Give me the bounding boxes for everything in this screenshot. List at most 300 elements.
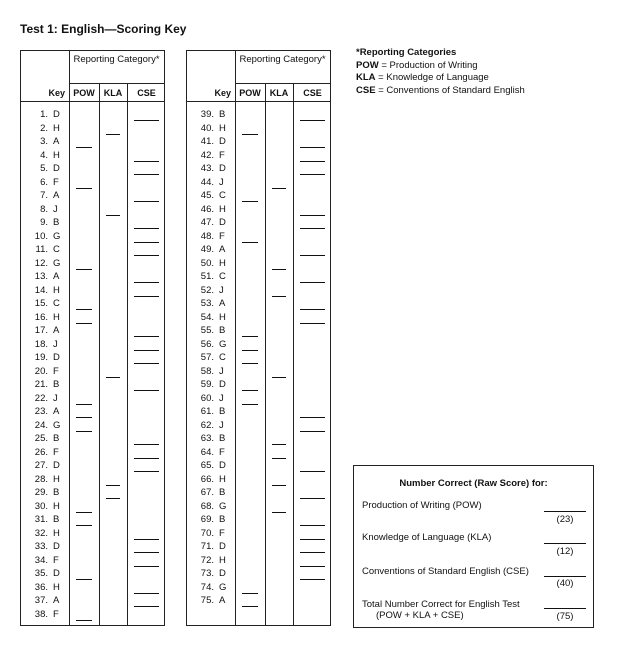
score-label-kla: Knowledge of Language (KLA) <box>362 532 492 543</box>
table-rule <box>187 101 330 102</box>
question-number: 23. <box>34 406 48 417</box>
answer-key: A <box>219 298 226 309</box>
answer-key: G <box>53 230 61 242</box>
answer-blank-cse[interactable] <box>300 525 325 526</box>
answer-blank-cse[interactable] <box>134 296 159 297</box>
answer-key: D <box>53 460 60 471</box>
header-pow: POW <box>239 88 261 98</box>
question-number: 51. <box>200 271 214 282</box>
answer-key: F <box>219 230 225 242</box>
answer-blank-cse[interactable] <box>134 444 159 445</box>
answer-blank-cse[interactable] <box>300 215 325 216</box>
answer-key: H <box>53 284 60 296</box>
answer-blank-kla[interactable] <box>272 269 286 270</box>
answer-blank-pow[interactable] <box>242 606 258 607</box>
table-row <box>187 568 330 582</box>
answer-key: H <box>53 500 60 512</box>
reporting-category-label: Reporting Category* <box>73 54 160 65</box>
answer-key: B <box>219 487 226 498</box>
answer-key: D <box>219 541 226 552</box>
answer-key: C <box>219 352 226 363</box>
question-number: 41. <box>200 136 214 147</box>
question-number: 27. <box>34 460 48 471</box>
answer-key: B <box>219 514 226 525</box>
question-number: 70. <box>200 527 214 539</box>
answer-blank-pow[interactable] <box>76 269 92 270</box>
table-row <box>187 177 330 191</box>
table-row <box>21 514 164 528</box>
table-row <box>21 447 164 461</box>
question-number: 1. <box>40 109 48 120</box>
answer-blank-kla[interactable] <box>106 377 120 378</box>
answer-blank-pow[interactable] <box>76 579 92 580</box>
answer-blank-pow[interactable] <box>242 134 258 135</box>
answer-key: G <box>219 338 227 350</box>
answer-blank-pow[interactable] <box>242 201 258 202</box>
categories-legend <box>356 47 525 97</box>
table-row <box>21 177 164 191</box>
table-row <box>187 312 330 326</box>
question-number: 17. <box>34 325 48 336</box>
answer-blank-pow[interactable] <box>242 593 258 594</box>
question-number: 69. <box>200 514 214 525</box>
table-row <box>21 244 164 258</box>
category-abbr: POW <box>356 59 379 71</box>
question-number: 66. <box>200 473 214 485</box>
score-blank-total[interactable] <box>544 608 586 609</box>
raw-score-title: Number Correct (Raw Score) for: <box>399 478 548 489</box>
header-key: Key <box>214 88 231 98</box>
table-row <box>187 352 330 366</box>
answer-blank-cse[interactable] <box>134 390 159 391</box>
answer-key: B <box>219 325 226 336</box>
table-row <box>21 609 164 623</box>
answer-blank-cse[interactable] <box>134 593 159 594</box>
table-row <box>187 433 330 447</box>
answer-key: G <box>219 581 227 593</box>
question-number: 38. <box>34 608 48 620</box>
table-row <box>187 487 330 501</box>
table-row <box>21 190 164 204</box>
answer-blank-cse[interactable] <box>134 255 159 256</box>
question-number: 14. <box>34 284 48 296</box>
table-rule <box>21 101 164 102</box>
answer-blank-kla[interactable] <box>272 512 286 513</box>
answer-blank-cse[interactable] <box>300 161 325 162</box>
question-number: 73. <box>200 568 214 579</box>
answer-blank-cse[interactable] <box>134 161 159 162</box>
answer-key: G <box>53 419 61 431</box>
category-desc: = Conventions of Standard English <box>378 84 525 96</box>
table-row <box>187 285 330 299</box>
answer-blank-pow[interactable] <box>76 404 92 405</box>
answer-blank-cse[interactable] <box>300 255 325 256</box>
table-row <box>21 217 164 231</box>
question-number: 19. <box>34 352 48 363</box>
table-row <box>187 460 330 474</box>
question-number: 32. <box>34 527 48 539</box>
answer-key: A <box>219 244 226 255</box>
answer-blank-pow[interactable] <box>76 309 92 310</box>
question-number: 48. <box>200 230 214 242</box>
header-pow: POW <box>73 88 95 98</box>
answer-key: H <box>53 527 60 539</box>
answer-key: C <box>219 190 226 201</box>
question-number: 3. <box>40 136 48 147</box>
table-row <box>21 312 164 326</box>
header-kla: KLA <box>269 88 289 98</box>
table-row <box>187 379 330 393</box>
category-pow <box>356 60 525 73</box>
table-row <box>187 123 330 137</box>
table-row <box>21 136 164 150</box>
answer-blank-pow[interactable] <box>242 336 258 337</box>
answer-key: J <box>219 419 224 431</box>
answer-key: F <box>53 608 59 620</box>
answer-key: B <box>219 109 226 120</box>
answer-blank-cse[interactable] <box>300 498 325 499</box>
answer-key: D <box>219 379 226 390</box>
answer-key: A <box>53 190 60 201</box>
table-row <box>21 487 164 501</box>
answer-key: F <box>219 527 225 539</box>
question-number: 49. <box>200 244 214 255</box>
answer-key: D <box>53 568 60 579</box>
answer-blank-cse[interactable] <box>134 282 159 283</box>
answer-blank-kla[interactable] <box>106 485 120 486</box>
score-blank-kla[interactable] <box>544 543 586 544</box>
question-number: 37. <box>34 595 48 606</box>
answer-blank-cse[interactable] <box>300 323 325 324</box>
answer-key: A <box>53 406 60 417</box>
question-number: 18. <box>34 338 48 350</box>
question-number: 15. <box>34 298 48 309</box>
answer-blank-cse[interactable] <box>134 539 159 540</box>
question-number: 16. <box>34 311 48 323</box>
table-row <box>187 271 330 285</box>
header-kla: KLA <box>103 88 123 98</box>
table-row <box>21 285 164 299</box>
category-cse <box>356 85 525 98</box>
table-row <box>187 298 330 312</box>
question-number: 6. <box>40 176 48 188</box>
table-row <box>187 258 330 272</box>
table-row <box>21 325 164 339</box>
question-number: 65. <box>200 460 214 471</box>
table-row <box>21 123 164 137</box>
answer-key: H <box>219 203 226 215</box>
question-number: 72. <box>200 554 214 566</box>
answer-key: F <box>219 446 225 458</box>
answer-key: C <box>219 271 226 282</box>
answer-blank-kla[interactable] <box>272 444 286 445</box>
table-row <box>187 325 330 339</box>
table-row <box>21 501 164 515</box>
question-number: 47. <box>200 217 214 228</box>
answer-key: F <box>53 365 59 377</box>
question-number: 31. <box>34 514 48 525</box>
table-rule <box>235 83 330 84</box>
answer-blank-pow[interactable] <box>76 147 92 148</box>
answer-key: F <box>53 176 59 188</box>
category-desc: = Knowledge of Language <box>378 72 489 83</box>
answer-blank-pow[interactable] <box>242 390 258 391</box>
question-number: 20. <box>34 365 48 377</box>
answer-key: H <box>219 473 226 485</box>
answer-key: D <box>53 109 60 120</box>
answer-blank-pow[interactable] <box>242 350 258 351</box>
answer-blank-cse[interactable] <box>134 363 159 364</box>
question-number: 26. <box>34 446 48 458</box>
question-number: 60. <box>200 392 214 404</box>
answer-blank-cse[interactable] <box>134 350 159 351</box>
answer-key: B <box>53 379 60 390</box>
table-row <box>21 555 164 569</box>
table-row <box>187 420 330 434</box>
question-number: 58. <box>200 365 214 377</box>
question-number: 52. <box>200 284 214 296</box>
answer-blank-pow[interactable] <box>76 417 92 418</box>
answer-blank-cse[interactable] <box>300 147 325 148</box>
table-row <box>21 541 164 555</box>
table-row <box>187 541 330 555</box>
table-row <box>187 163 330 177</box>
question-number: 43. <box>200 163 214 174</box>
question-number: 12. <box>34 257 48 269</box>
table-row <box>21 258 164 272</box>
answer-blank-kla[interactable] <box>272 296 286 297</box>
header-cse: CSE <box>303 88 322 98</box>
answer-key: D <box>219 568 226 579</box>
answer-key: B <box>219 433 226 444</box>
table-row <box>21 366 164 380</box>
answer-blank-cse[interactable] <box>300 579 325 580</box>
table-row <box>21 393 164 407</box>
table-row <box>21 595 164 609</box>
answer-blank-cse[interactable] <box>300 471 325 472</box>
answer-blank-cse[interactable] <box>134 228 159 229</box>
category-abbr: KLA <box>356 72 376 83</box>
answer-key: A <box>219 595 226 606</box>
answer-key: B <box>53 433 60 444</box>
question-number: 9. <box>40 217 48 228</box>
answer-blank-pow[interactable] <box>76 525 92 526</box>
categories-heading: *Reporting Categories <box>356 47 457 58</box>
answer-key: B <box>53 217 60 228</box>
question-number: 36. <box>34 581 48 593</box>
question-number: 11. <box>35 244 48 255</box>
category-desc: = Production of Writing <box>381 59 478 71</box>
question-number: 2. <box>40 122 48 134</box>
answer-key: C <box>53 298 60 309</box>
answer-key: J <box>53 392 58 404</box>
question-number: 62. <box>200 419 214 431</box>
answer-key: G <box>219 500 227 512</box>
table-row <box>187 217 330 231</box>
table-row <box>21 582 164 596</box>
answer-blank-kla[interactable] <box>106 498 120 499</box>
question-number: 53. <box>200 298 214 309</box>
question-number: 75. <box>200 595 214 606</box>
score-label-cse: Conventions of Standard English (CSE) <box>362 566 529 577</box>
answer-blank-cse[interactable] <box>300 431 325 432</box>
answer-blank-cse[interactable] <box>134 471 159 472</box>
answer-blank-pow[interactable] <box>242 404 258 405</box>
answer-blank-cse[interactable] <box>300 417 325 418</box>
table-row <box>21 568 164 582</box>
answer-blank-kla[interactable] <box>272 188 286 189</box>
question-number: 59. <box>200 379 214 390</box>
answer-key: H <box>219 122 226 134</box>
table-row <box>187 150 330 164</box>
table-row <box>187 447 330 461</box>
answer-blank-kla[interactable] <box>106 134 120 135</box>
question-number: 30. <box>34 500 48 512</box>
answer-key: J <box>219 392 224 404</box>
answer-blank-cse[interactable] <box>134 242 159 243</box>
table-row <box>21 163 164 177</box>
question-number: 61. <box>200 406 214 417</box>
answer-blank-pow[interactable] <box>242 242 258 243</box>
answer-blank-pow[interactable] <box>76 188 92 189</box>
answer-blank-pow[interactable] <box>76 431 92 432</box>
answer-key: H <box>53 473 60 485</box>
answer-key: A <box>53 595 60 606</box>
table-row <box>187 406 330 420</box>
score-total-pow: (23) <box>556 514 574 525</box>
answer-blank-cse[interactable] <box>300 566 325 567</box>
question-number: 35. <box>34 568 48 579</box>
question-number: 7. <box>40 190 48 201</box>
page-title: Test 1: English—Scoring Key <box>20 22 187 36</box>
table-row <box>21 528 164 542</box>
answer-key: D <box>219 217 226 228</box>
answer-key: J <box>219 365 224 377</box>
answer-blank-cse[interactable] <box>134 120 159 121</box>
reporting-category-label: Reporting Category* <box>239 54 326 65</box>
answer-blank-cse[interactable] <box>134 458 159 459</box>
table-row <box>187 190 330 204</box>
scoring-table-right <box>186 50 331 626</box>
answer-blank-cse[interactable] <box>134 552 159 553</box>
question-number: 21. <box>34 379 48 390</box>
question-number: 46. <box>200 203 214 215</box>
question-number: 4. <box>40 149 48 161</box>
table-row <box>21 204 164 218</box>
question-number: 10. <box>34 230 48 242</box>
question-number: 54. <box>200 311 214 323</box>
question-number: 67. <box>200 487 214 498</box>
answer-key: D <box>219 136 226 147</box>
question-number: 22. <box>34 392 48 404</box>
answer-blank-kla[interactable] <box>272 377 286 378</box>
answer-blank-pow[interactable] <box>242 363 258 364</box>
header-key: Key <box>48 88 65 98</box>
table-row <box>187 109 330 123</box>
question-number: 25. <box>34 433 48 444</box>
question-number: 24. <box>34 419 48 431</box>
table-row <box>187 136 330 150</box>
table-row <box>187 474 330 488</box>
answer-key: A <box>53 271 60 282</box>
answer-blank-cse[interactable] <box>134 606 159 607</box>
table-row <box>21 406 164 420</box>
answer-key: A <box>53 136 60 147</box>
category-kla <box>356 72 525 85</box>
question-number: 39. <box>200 109 214 120</box>
answer-key: H <box>53 311 60 323</box>
question-number: 57. <box>200 352 214 363</box>
question-number: 5. <box>40 163 48 174</box>
answer-blank-cse[interactable] <box>300 539 325 540</box>
question-number: 74. <box>200 581 214 593</box>
table-row <box>21 339 164 353</box>
score-blank-cse[interactable] <box>544 576 586 577</box>
answer-key: J <box>53 338 58 350</box>
table-row <box>21 109 164 123</box>
answer-blank-kla[interactable] <box>106 215 120 216</box>
answer-key: A <box>53 325 60 336</box>
table-row <box>187 582 330 596</box>
answer-blank-kla[interactable] <box>272 458 286 459</box>
answer-blank-cse[interactable] <box>300 120 325 121</box>
answer-blank-pow[interactable] <box>76 620 92 621</box>
answer-key: H <box>53 122 60 134</box>
answer-key: G <box>53 257 61 269</box>
answer-blank-cse[interactable] <box>300 282 325 283</box>
answer-key: D <box>219 460 226 471</box>
table-row <box>187 555 330 569</box>
score-blank-pow[interactable] <box>544 511 586 512</box>
answer-blank-cse[interactable] <box>300 552 325 553</box>
score-total-cse: (40) <box>556 578 574 589</box>
question-number: 42. <box>200 149 214 161</box>
answer-blank-cse[interactable] <box>134 201 159 202</box>
table-row <box>187 366 330 380</box>
answer-blank-pow[interactable] <box>76 323 92 324</box>
table-row <box>187 244 330 258</box>
answer-key: B <box>219 406 226 417</box>
answer-key: J <box>219 284 224 296</box>
answer-blank-kla[interactable] <box>272 485 286 486</box>
raw-score-box <box>353 465 594 628</box>
answer-key: H <box>53 581 60 593</box>
table-row <box>21 379 164 393</box>
answer-blank-cse[interactable] <box>134 336 159 337</box>
answer-blank-cse[interactable] <box>134 566 159 567</box>
table-row <box>187 339 330 353</box>
answer-key: H <box>53 149 60 161</box>
answer-key: D <box>53 163 60 174</box>
header-cse: CSE <box>137 88 156 98</box>
answer-blank-pow[interactable] <box>76 512 92 513</box>
question-number: 29. <box>34 487 48 498</box>
answer-key: D <box>53 352 60 363</box>
answer-key: D <box>219 163 226 174</box>
question-number: 44. <box>200 176 214 188</box>
answer-blank-cse[interactable] <box>134 174 159 175</box>
table-rule <box>69 83 164 84</box>
answer-blank-cse[interactable] <box>300 309 325 310</box>
scoring-table-left <box>20 50 165 626</box>
score-total-kla: (12) <box>556 546 574 557</box>
score-label-pow: Production of Writing (POW) <box>362 500 482 511</box>
table-row <box>187 231 330 245</box>
answer-blank-cse[interactable] <box>300 228 325 229</box>
question-number: 28. <box>34 473 48 485</box>
answer-blank-cse[interactable] <box>300 174 325 175</box>
table-row <box>187 393 330 407</box>
